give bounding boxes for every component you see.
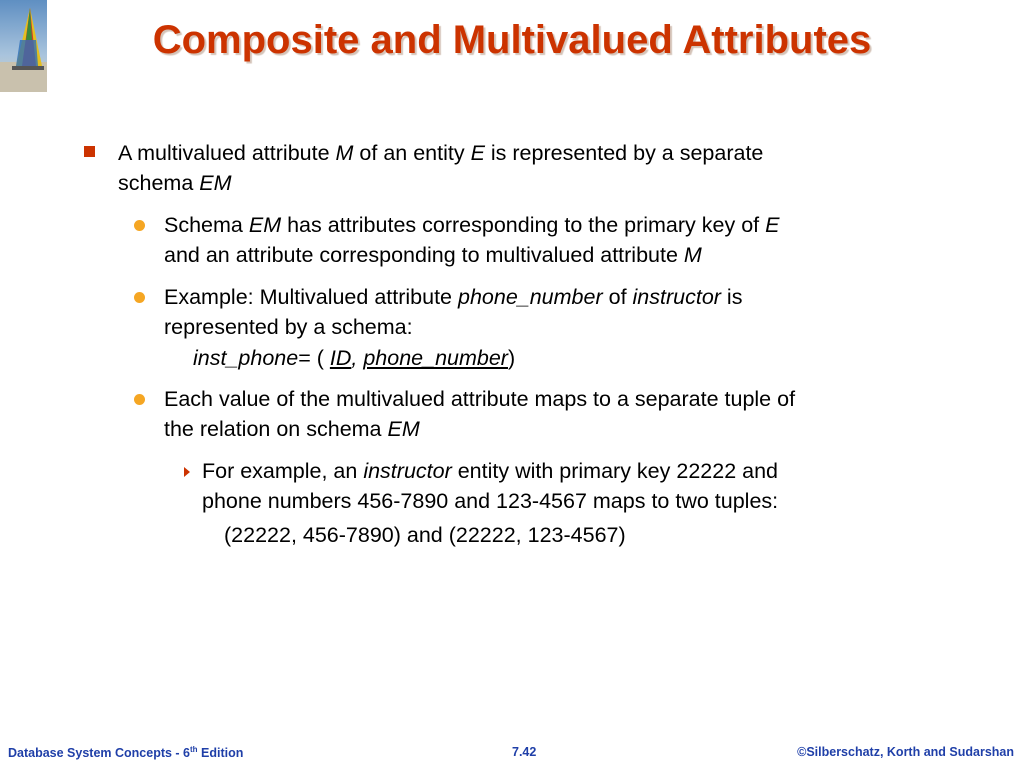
bullet-text-line: Schema EM has attributes corresponding to the primary key of E xyxy=(164,213,780,237)
bullet-text-line: Each value of the multivalued attribute maps to a separate tuple of xyxy=(164,387,796,411)
dot-bullet-icon xyxy=(134,292,145,303)
footer-left: Database System Concepts - 6th Edition xyxy=(8,745,244,761)
bullet-text-line: represented by a schema: xyxy=(164,315,413,339)
square-bullet-icon xyxy=(84,146,95,157)
bullet-text-line: phone numbers 456-7890 and 123-4567 maps to two tuples: xyxy=(202,489,779,513)
bullet-text-line: A multivalued attribute M of an entity E is represented by a separate xyxy=(118,141,764,165)
bullet-text-line: the relation on schema EM xyxy=(164,417,420,441)
dot-bullet-icon xyxy=(134,394,145,405)
tuples-example: (22222, 456-7890) and (22222, 123-4567) xyxy=(224,523,626,547)
page-title: Composite and Multivalued Attributes xyxy=(152,18,872,62)
schema-definition: inst_phone= ( ID, phone_number) xyxy=(193,346,516,370)
bullet-text-line: Example: Multivalued attribute phone_number of instructor is xyxy=(164,285,743,309)
footer-page-number: 7.42 xyxy=(512,745,537,759)
dot-bullet-icon xyxy=(134,220,145,231)
bullet-text-line: schema EM xyxy=(118,171,232,195)
arrow-bullet-icon xyxy=(184,467,190,477)
bullet-text-line: For example, an instructor entity with primary key 22222 and xyxy=(202,459,778,483)
footer-copyright: ©Silberschatz, Korth and Sudarshan xyxy=(797,745,1014,759)
bullet-text-line: and an attribute corresponding to multivalued attribute M xyxy=(164,243,702,267)
